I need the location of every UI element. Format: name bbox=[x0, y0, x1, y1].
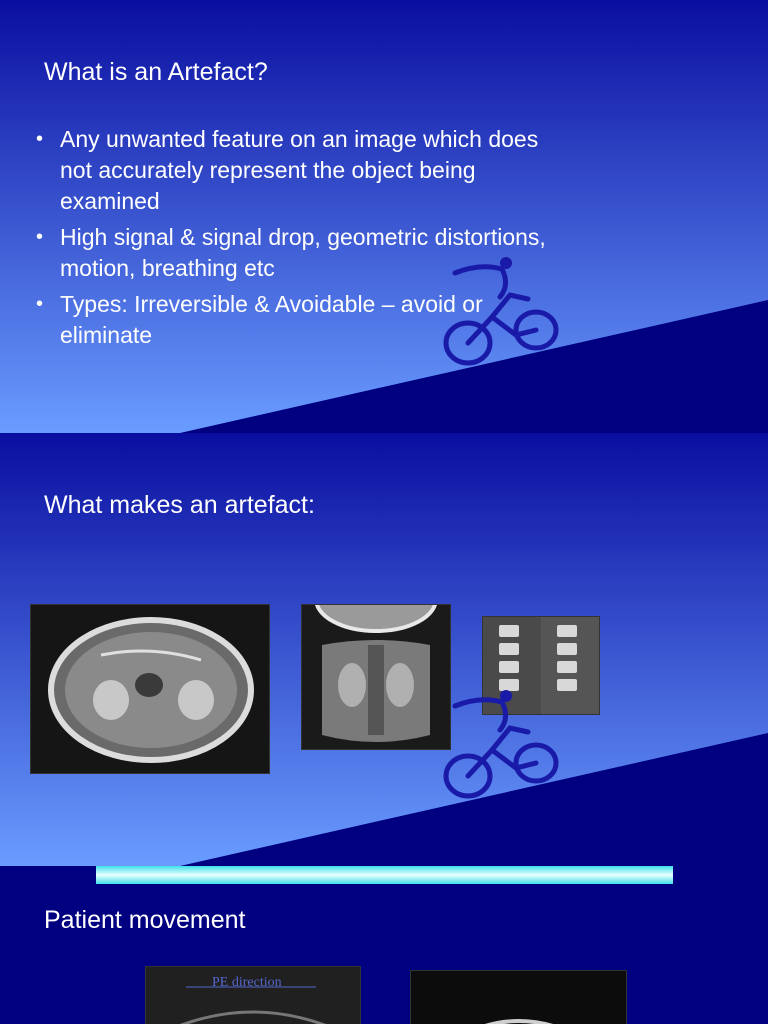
section-divider-bar bbox=[96, 866, 673, 884]
mri-image-motion-2 bbox=[410, 970, 627, 1024]
bullet-text: Any unwanted feature on an image which does not accurately represent the object being examined bbox=[60, 126, 539, 214]
bullet-dot: • bbox=[36, 128, 44, 150]
slide-3 bbox=[0, 866, 768, 1024]
pe-direction-label: PE direction bbox=[212, 975, 282, 990]
bullet-dot: • bbox=[36, 293, 44, 315]
slide-title: What is an Artefact? bbox=[44, 58, 268, 86]
bullet-item bbox=[36, 124, 556, 217]
cyclist-icon bbox=[440, 255, 562, 370]
mri-image-abdomen bbox=[30, 604, 270, 774]
slide-title: Patient movement bbox=[44, 906, 246, 934]
slide-1 bbox=[0, 0, 768, 433]
cyclist-icon bbox=[440, 688, 562, 803]
slide-2 bbox=[0, 433, 768, 866]
bullet-text: High signal & signal drop, geometric distortions, motion, breathing etc bbox=[60, 224, 546, 281]
slide-title: What makes an artefact: bbox=[44, 491, 315, 519]
bullet-dot: • bbox=[36, 226, 44, 248]
bullet-text: Types: Irreversible & Avoidable – avoid or eliminate bbox=[60, 291, 483, 348]
mri-image-head bbox=[301, 604, 451, 750]
